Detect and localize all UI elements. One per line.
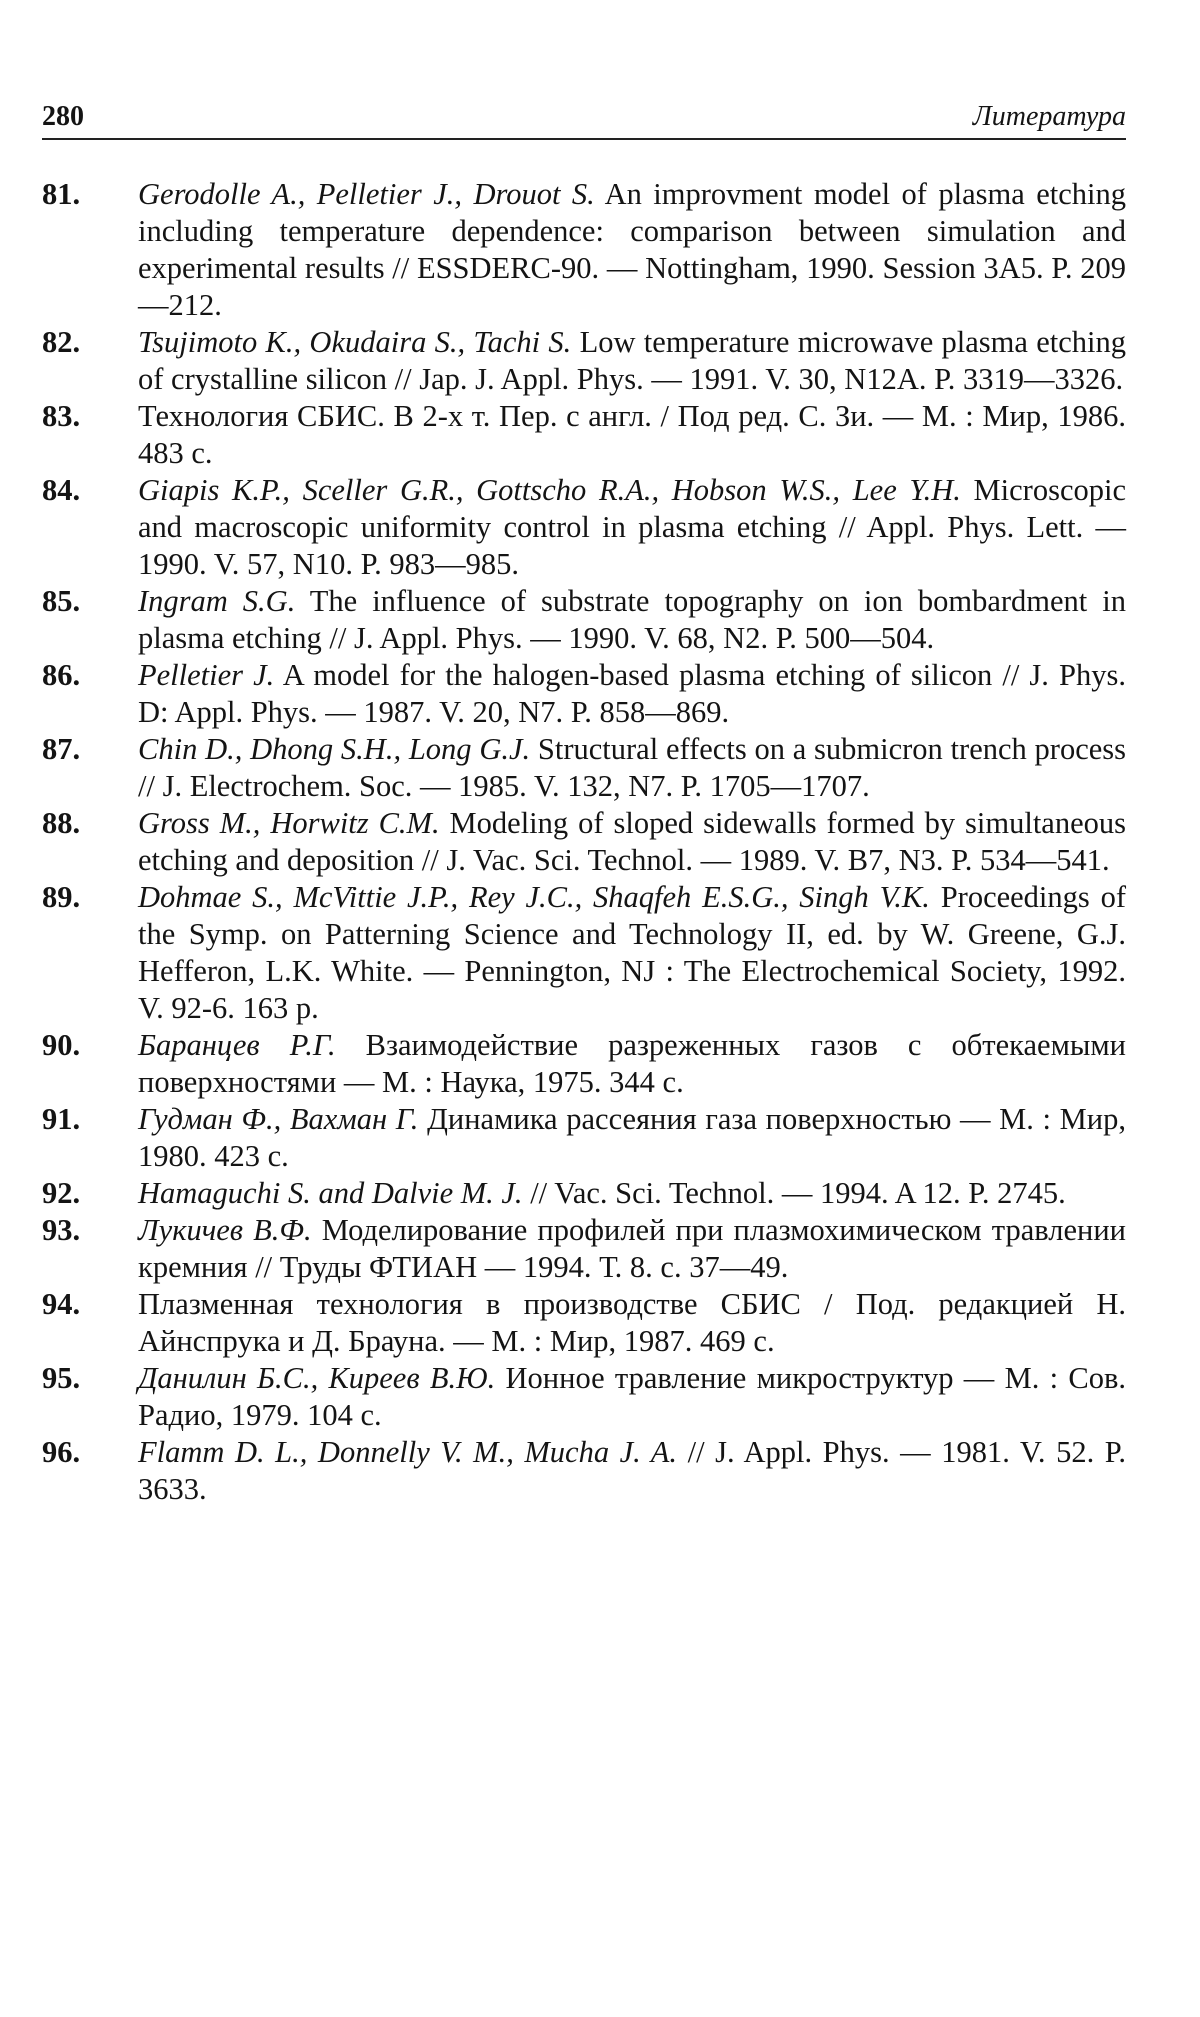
reference-number: 96. [42,1435,81,1469]
reference-text: Low temperature microwave plasma etching of crystalline silicon // Jap. J. Appl. Phys. — 1991. V. 30, N12A. P. 3319—3326. [138,325,1127,396]
reference-text: Modeling of sloped sidewalls formed by simultaneous etching and deposition // J. Vac. Sci. Technol. — 1989. V. B7, N3. P. 534—541. [138,806,1126,877]
reference-number: 92. [42,1176,81,1210]
reference-item [42,1286,1126,1360]
reference-text: Proceedings of the Symp. on Patterning Science and Technology II, ed. by W. Greene, G.J. Hefferon, L.K. White. — Pennington, NJ : The Electrochemical Society, 1992. V. 92-6. 163 p. [138,880,1126,1025]
reference-number: 82. [42,325,81,359]
reference-text: // Vac. Sci. Technol. — 1994. A 12. P. 2745. [522,1176,1066,1210]
reference-text: Плазменная технология в производстве СБИС / Под. редакцией Н. Айнспрука и Д. Брауна. — М. : Мир, 1987. 469 с. [138,1287,1126,1358]
reference-text: Моделирование профилей при плазмохимическом травлении кремния // Труды ФТИАН — 1994. Т. 8. с. 37—49. [138,1213,1126,1284]
reference-number: 91. [42,1102,81,1136]
reference-text: A model for the halogen-based plasma etching of silicon // J. Phys. D: Appl. Phys. — 1987. V. 20, N7. P. 858—869. [138,658,1127,729]
reference-text: Microscopic and macroscopic uniformity control in plasma etching // Appl. Phys. Lett. — 1990. V. 57, N10. P. 983—985. [138,473,1126,581]
reference-item [42,1360,1126,1434]
running-head [42,100,1126,140]
reference-item [42,583,1126,657]
reference-authors: Gerodolle A., Pelletier J., Drouot S. [138,177,595,211]
reference-authors: Ingram S.G. [138,584,296,618]
reference-number: 85. [42,584,81,618]
reference-item [42,805,1126,879]
reference-authors: Tsujimoto K., Okudaira S., Tachi S. [138,325,572,359]
reference-text: Динамика рассеяния газа поверхностью — М. : Мир, 1980. 423 с. [138,1102,1127,1173]
reference-number: 95. [42,1361,81,1395]
reference-number: 83. [42,399,81,433]
reference-text: An improvment model of plasma etching including temperature dependence: comparison between simulation and experimental results // ESSDERC-90. — Nottingham, 1990. Session 3A5. P. 209—212. [138,177,1126,322]
section-title: Литература [972,101,1126,132]
reference-text: Ионное травление микроструктур — М. : Сов. Радио, 1979. 104 с. [138,1361,1126,1432]
reference-item [42,324,1126,398]
reference-authors: Лукичев В.Ф. [138,1213,312,1247]
reference-number: 90. [42,1028,81,1062]
reference-item [42,472,1126,583]
reference-authors: Dohmae S., McVittie J.P., Rey J.C., Shaqfeh E.S.G., Singh V.K. [138,880,930,914]
reference-number: 89. [42,880,81,914]
reference-number: 88. [42,806,81,840]
reference-item [42,731,1126,805]
reference-authors: Hamaguchi S. and Dalvie M. J. [138,1176,523,1210]
reference-number: 94. [42,1287,81,1321]
reference-item [42,879,1126,1027]
reference-authors: Гудман Ф., Вахман Г. [138,1102,419,1136]
reference-authors: Flamm D. L., Donnelly V. M., Mucha J. A. [138,1435,678,1469]
reference-item [42,1101,1126,1175]
reference-item [42,657,1126,731]
reference-number: 86. [42,658,81,692]
reference-authors: Chin D., Dhong S.H., Long G.J. [138,732,531,766]
reference-authors: Gross M., Horwitz C.M. [138,806,440,840]
reference-authors: Giapis K.P., Sceller G.R., Gottscho R.A., Hobson W.S., Lee Y.H. [138,473,961,507]
reference-number: 87. [42,732,81,766]
reference-number: 81. [42,177,81,211]
reference-item [42,1175,1126,1212]
reference-authors: Данилин Б.С., Киреев В.Ю. [138,1361,496,1395]
reference-authors: Pelletier J. [138,658,275,692]
reference-item [42,176,1126,324]
book-page [42,100,1126,1508]
reference-text: Structural effects on a submicron trench process // J. Electrochem. Soc. — 1985. V. 132, N7. P. 1705—1707. [138,732,1127,803]
reference-number: 93. [42,1213,81,1247]
reference-text: // J. Appl. Phys. — 1981. V. 52. P. 3633. [138,1435,1126,1506]
reference-text: Взаимодействие разреженных газов с обтекаемыми поверхностями — М. : Наука, 1975. 344 с. [138,1028,1126,1099]
reference-item [42,398,1126,472]
reference-list [42,176,1126,1508]
reference-item [42,1212,1126,1286]
reference-text: The influence of substrate topography on ion bombardment in plasma etching // J. Appl. Phys. — 1990. V. 68, N2. P. 500—504. [138,584,1126,655]
reference-item [42,1434,1126,1508]
reference-number: 84. [42,473,81,507]
page-number: 280 [42,101,84,132]
reference-authors: Баранцев Р.Г. [138,1028,336,1062]
reference-item [42,1027,1126,1101]
reference-text: Технология СБИС. В 2-х т. Пер. с англ. / Под ред. С. Зи. — М. : Мир, 1986. 483 с. [138,399,1126,470]
